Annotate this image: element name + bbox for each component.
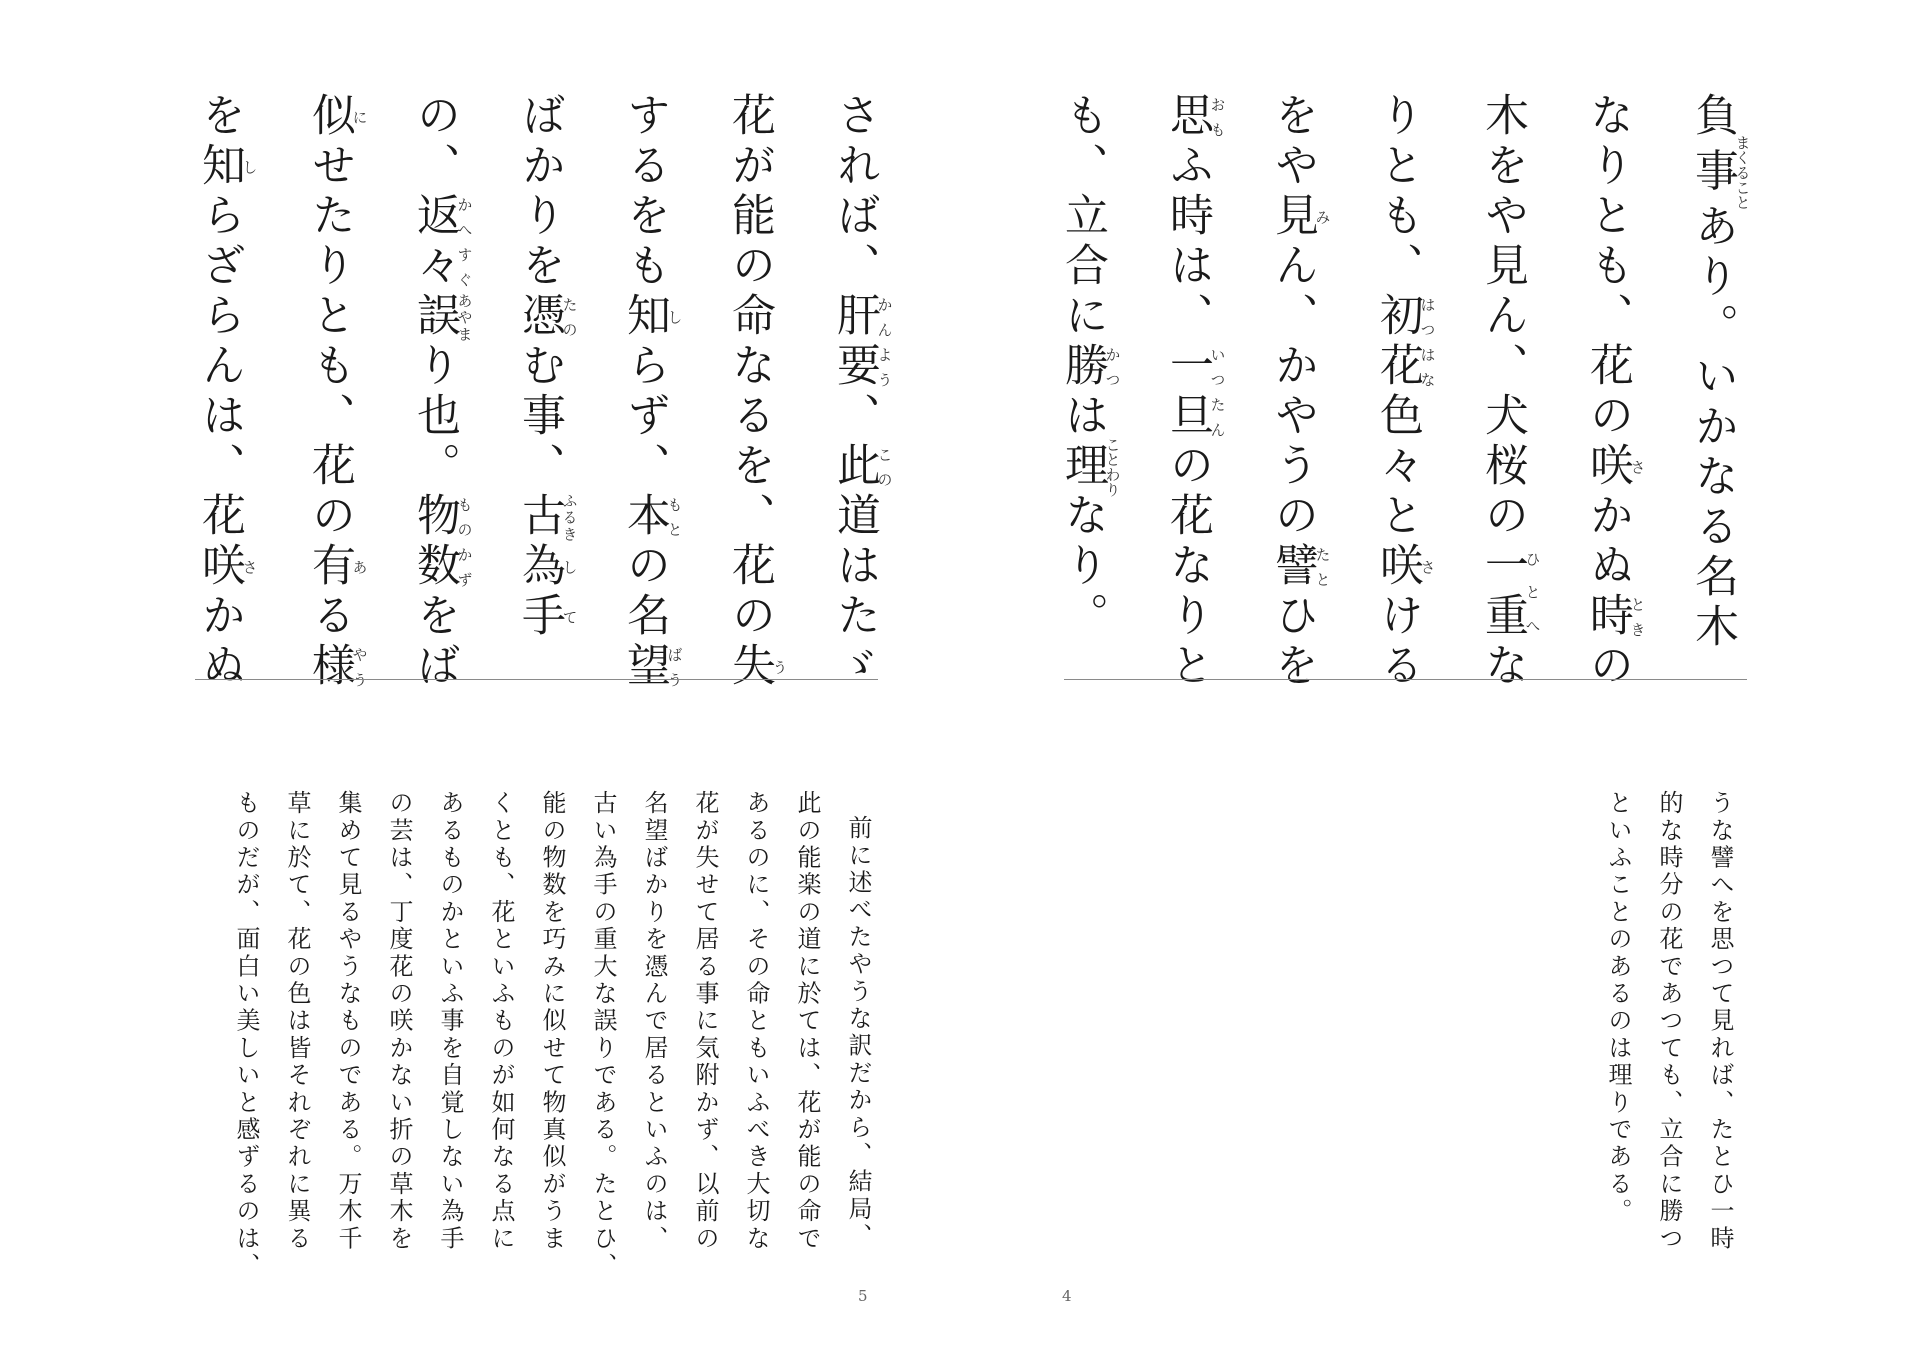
left-original-col-6: 似にせたりとも、花の有ある様やう — [304, 92, 369, 692]
furigana-reading: ものかず — [455, 492, 474, 592]
left-translation-col-10: の芸は、丁度花の咲かない折の草木を — [385, 790, 413, 1253]
right-divider — [1064, 679, 1747, 680]
furigana-reading: さ — [240, 542, 259, 592]
ruby-word: 望ばう — [619, 642, 684, 692]
ruby-word: 時とき — [1582, 592, 1647, 642]
furigana-reading: あ — [350, 542, 369, 592]
right-translation-col-2: 的な時分の花であつても、立合に勝つ — [1655, 790, 1683, 1253]
left-translation-col-2: 此の能楽の道に於ては、花が能の命で — [793, 790, 821, 1253]
furigana-reading: さ — [1628, 442, 1647, 492]
left-translation-col-7: 能の物数を巧みに似せて物真似がうま — [538, 790, 566, 1253]
ruby-word: 勝かつ — [1057, 342, 1122, 392]
left-translation-col-4: 花が失せて居る事に気附かず、以前の — [691, 790, 719, 1253]
ruby-word: 様やう — [304, 642, 369, 692]
left-translation-col-3: あるのに、その命ともいふべき大切な — [742, 790, 770, 1253]
ruby-word: 返々かへすぐ — [409, 192, 474, 292]
furigana-reading: はつ — [1418, 292, 1437, 342]
furigana-reading: あやま — [455, 292, 474, 342]
ruby-word: 初はつ — [1372, 292, 1437, 342]
furigana-reading: に — [350, 92, 369, 142]
ruby-word: 咲さ — [194, 542, 259, 592]
furigana-reading: し — [560, 542, 579, 592]
page-number-right: 4 — [1062, 1287, 1072, 1305]
furigana-reading: たと — [1313, 542, 1332, 592]
left-original-col-1: されば、肝要かんよう、此この道はたゞ — [829, 92, 894, 692]
furigana-reading: やう — [350, 642, 369, 692]
furigana-reading: し — [665, 292, 684, 342]
ruby-word: 有あ — [304, 542, 369, 592]
furigana-reading: う — [770, 642, 789, 692]
right-original-col-1: 負事まくることあり。いかなる名木 — [1687, 92, 1752, 653]
left-translation-col-8: くとも、花といふものが如何なる点に — [487, 790, 515, 1253]
ruby-word: 理ことわり — [1057, 437, 1122, 497]
ruby-word: 思おも — [1162, 92, 1227, 142]
right-translation-col-3: といふことのあるのは理りである。 — [1604, 790, 1632, 1226]
left-original-col-3: するをも知しらず、本もとの名望ばう — [619, 92, 684, 692]
left-original-col-5: の、返々かへすぐ誤あやまり也。物数ものかずをば — [409, 92, 474, 692]
ruby-word: 手て — [514, 592, 579, 642]
ruby-word: 見み — [1267, 192, 1332, 242]
right-original-col-6: 思おもふ時は、一旦いつたんの花なりと — [1162, 92, 1227, 692]
furigana-reading: この — [875, 442, 894, 492]
left-translation-col-9: あるものかといふ事を自覚しない為手 — [436, 790, 464, 1253]
furigana-reading: かんよう — [875, 292, 894, 392]
left-original-col-2: 花が能の命なるを、花の失う — [724, 92, 789, 692]
ruby-word: 失う — [724, 642, 789, 692]
left-translation-col-1: 前に述べたやうな訳だから、結局、 — [844, 815, 872, 1251]
right-original-col-4: りとも、初はつ花はな色々と咲さける — [1372, 92, 1437, 692]
right-original-col-2: なりとも、花の咲さかぬ時ときの — [1582, 92, 1647, 692]
right-translation-col-1: うな譬へを思つて見れば、たとひ一時 — [1706, 790, 1734, 1253]
ruby-word: 知し — [619, 292, 684, 342]
ruby-word: 事まくること — [1687, 135, 1752, 210]
furigana-reading: さ — [1418, 542, 1437, 592]
left-translation-col-13: ものだが、面白い美しいと感ずるのは、 — [232, 790, 260, 1280]
ruby-word: 誤あやま — [409, 292, 474, 342]
ruby-word: 為し — [514, 542, 579, 592]
furigana-reading: かへすぐ — [455, 192, 474, 292]
furigana-reading: て — [560, 592, 579, 642]
left-original-col-7: を知しらざらんは、花咲さかぬ — [194, 92, 259, 692]
ruby-word: 咲さ — [1582, 442, 1647, 492]
ruby-word: 似に — [304, 92, 369, 142]
ruby-word: 此この — [829, 442, 894, 492]
page-number-left: 5 — [858, 1287, 868, 1305]
right-original-col-5: をや見みん、かやうの譬たとひを — [1267, 92, 1332, 692]
ruby-word: 古ふるき — [514, 492, 579, 542]
furigana-reading: ことわり — [1103, 437, 1122, 497]
ruby-word: 一旦いつたん — [1162, 342, 1227, 442]
right-original-col-7: も、立合に勝かつは理ことわりなり。 — [1057, 92, 1122, 642]
furigana-reading: もと — [665, 492, 684, 542]
left-translation-col-6: 古い為手の重大な誤りである。たとひ、 — [589, 790, 617, 1280]
furigana-reading: いつたん — [1208, 342, 1227, 442]
ruby-word: 本もと — [619, 492, 684, 542]
furigana-reading: たの — [560, 292, 579, 342]
ruby-word: 一重ひとへ — [1477, 542, 1542, 642]
left-translation-col-11: 集めて見るやうなものである。万木千 — [334, 790, 362, 1253]
furigana-reading: おも — [1208, 92, 1227, 142]
furigana-reading: み — [1313, 192, 1332, 242]
left-translation-col-12: 草に於て、花の色は皆それぞれに異る — [283, 790, 311, 1253]
left-original-col-4: ばかりを憑たのむ事、古ふるき為し手て — [514, 92, 579, 642]
furigana-reading: ばう — [665, 642, 684, 692]
furigana-reading: まくること — [1733, 135, 1752, 210]
ruby-word: 憑たの — [514, 292, 579, 342]
ruby-word: 知し — [194, 142, 259, 192]
ruby-word: 咲さ — [1372, 542, 1437, 592]
left-divider — [195, 679, 878, 680]
furigana-reading: し — [240, 142, 259, 192]
furigana-reading: とき — [1628, 592, 1647, 642]
ruby-word: 譬たと — [1267, 542, 1332, 592]
ruby-word: 物数ものかず — [409, 492, 474, 592]
furigana-reading: はな — [1418, 342, 1437, 392]
ruby-word: 肝要かんよう — [829, 292, 894, 392]
left-translation-col-5: 名望ばかりを憑んで居るといふのは、 — [640, 790, 668, 1253]
furigana-reading: ひとへ — [1523, 542, 1542, 642]
furigana-reading: かつ — [1103, 342, 1122, 392]
right-original-col-3: 木をや見ん、犬桜の一重ひとへな — [1477, 92, 1542, 692]
ruby-word: 花はな — [1372, 342, 1437, 392]
furigana-reading: ふるき — [560, 492, 579, 542]
